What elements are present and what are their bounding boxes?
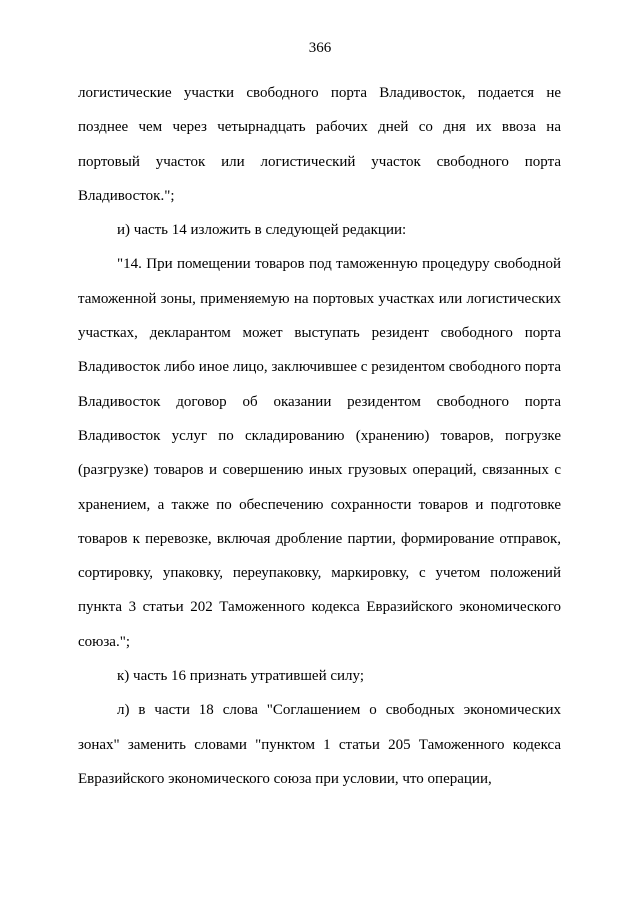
page-number: 366 xyxy=(308,40,332,56)
document-body xyxy=(78,76,561,796)
paragraph-part-14-text: "14. При помещении товаров под таможенную процедуру свободной таможенной зоны, применяемую на портовых участках или логистических участках, декларантом может выступать резидент свободного порта Владивосток либо иное лицо, заключившее с резидентом свободного порта Владивосток договор об оказании резидентом свободного порта Владивосток услуг по складированию (хранению) товаров, погрузке (разгрузке) товаров и совершению иных грузовых операций, связанных с хранением, а также по обеспечению сохранности товаров и подготовке товаров к перевозке, включая дробление партии, формирование отправок, сортировку, упаковку, переупаковку, маркировку, с учетом положений пункта 3 статьи 202 Таможенного кодекса Евразийского экономического союза."; xyxy=(78,256,561,650)
paragraph-item-i: и) часть 14 изложить в следующей редакции: xyxy=(117,222,407,239)
paragraph-item-k: к) часть 16 признать утратившей силу; xyxy=(117,668,365,685)
paragraph-item-l: л) в части 18 слова "Соглашением о свободных экономических зонах" заменить словами "пунктом 1 статьи 205 Таможенного кодекса Евразийского экономического союза при условии, что операции, xyxy=(78,702,561,787)
paragraph-continuation: логистические участки свободного порта Владивосток, подается не позднее чем через четырнадцать рабочих дней со дня их ввоза на портовый участок или логистический участок свободного порта Владивосток."; xyxy=(78,85,561,204)
